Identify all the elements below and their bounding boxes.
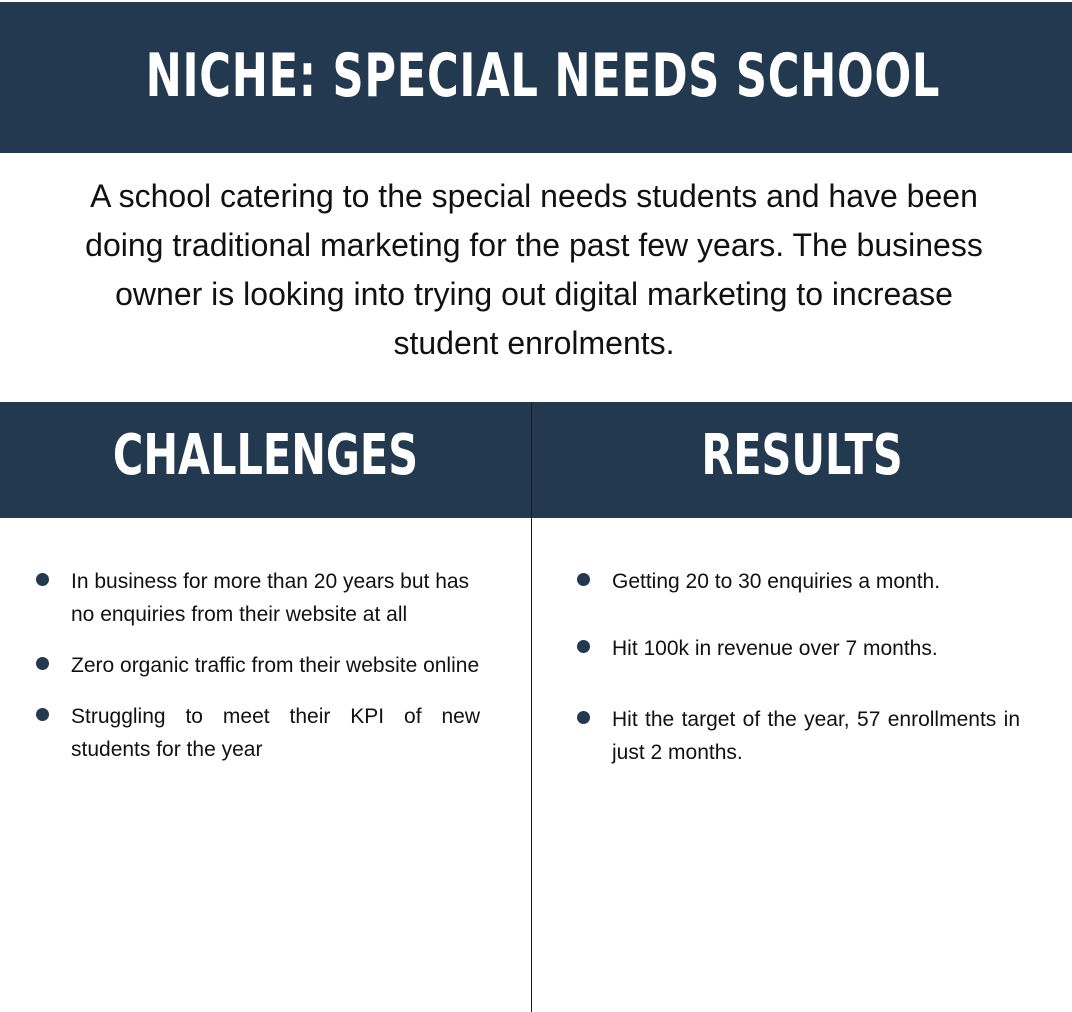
challenge-item xyxy=(34,649,480,682)
bullet-icon xyxy=(36,657,49,670)
bullet-icon xyxy=(577,573,590,586)
results-title: RESULTS xyxy=(701,423,903,488)
bullet-icon xyxy=(577,640,590,653)
results-list xyxy=(575,565,1020,769)
challenge-item xyxy=(34,565,480,631)
challenge-item-text: Zero organic traffic from their website online xyxy=(71,654,480,677)
challenge-item-text: Struggling to meet their KPI of new students for the year xyxy=(71,705,480,761)
title-banner xyxy=(0,2,1072,153)
challenges-title: CHALLENGES xyxy=(112,423,419,488)
result-item xyxy=(575,632,1020,665)
result-item-text: Hit the target of the year, 57 enrollments in just 2 months. xyxy=(612,708,1020,764)
result-item xyxy=(575,565,1020,598)
result-item xyxy=(575,703,1020,769)
results-header xyxy=(532,402,1072,518)
page-title: NICHE: SPECIAL NEEDS SCHOOL xyxy=(145,41,941,111)
challenges-header xyxy=(0,402,531,518)
intro-paragraph: A school catering to the special needs students and have been doing traditional marketing for the past few years. The business owner is looking into trying out digital marketing to increase student enrolments. xyxy=(85,178,983,361)
bullet-icon xyxy=(36,573,49,586)
challenge-item-text: In business for more than 20 years but has no enquiries from their website at all xyxy=(71,570,470,626)
challenges-list xyxy=(34,565,480,784)
bullet-icon xyxy=(577,711,590,724)
result-item-text: Hit 100k in revenue over 7 months. xyxy=(612,637,938,660)
result-item-text: Getting 20 to 30 enquiries a month. xyxy=(612,570,941,593)
bullet-icon xyxy=(36,708,49,721)
column-divider xyxy=(531,402,532,1012)
challenge-item xyxy=(34,700,480,766)
